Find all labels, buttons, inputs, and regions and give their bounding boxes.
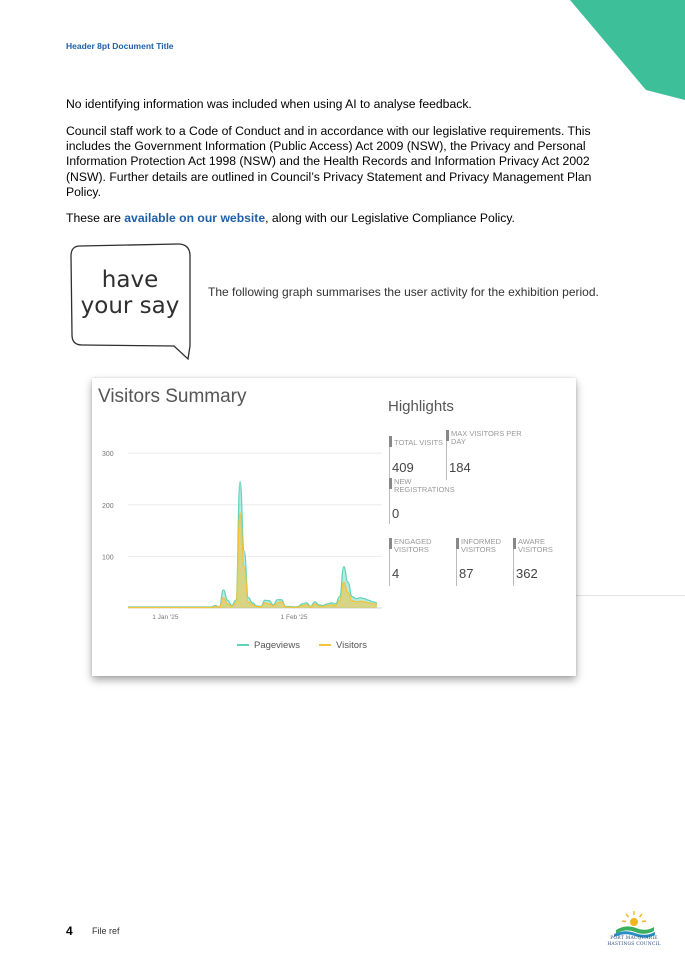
stat-marker xyxy=(389,538,392,549)
paragraph-ai-feedback: No identifying information was included when using AI to analyse feedback. xyxy=(66,97,472,111)
legend-visitors xyxy=(319,640,367,651)
y-tick-label: 100 xyxy=(102,554,114,562)
stat-informed xyxy=(456,538,513,586)
intro-text: The following graph summarises the user activity for the exhibition period. xyxy=(208,285,599,299)
stat-informed-label: INFORMED VISITORS xyxy=(461,537,501,554)
council-logo-text: PORT MACQUARIE HASTINGS COUNCIL xyxy=(607,936,661,947)
visitors-summary-title: Visitors Summary xyxy=(98,386,247,407)
series-area-visitors xyxy=(128,513,377,608)
y-tick-label: 200 xyxy=(102,502,114,510)
legend-visitors-swatch xyxy=(319,644,331,646)
have-your-say-line2: your say xyxy=(80,293,180,319)
stat-engaged-value: 4 xyxy=(392,566,400,581)
website-text-after: , along with our Legislative Compliance Policy. xyxy=(265,211,515,225)
stat-aware-label: AWARE VISITORS xyxy=(518,537,553,554)
paragraph-code-of-conduct: Council staff work to a Code of Conduct and in accordance with our legislative requirements. This includes the Government Information (Public Access) Act 2009 (NSW), the Privacy and Personal Information Protection Act 1998 (NSW) and the Health Records and Information Privacy Act 2002 (NSW). Further details are outlined in Council’s Privacy Statement and Privacy Management Plan Policy. xyxy=(66,124,592,199)
website-text-before: These are xyxy=(66,211,125,225)
y-tick-label: 300 xyxy=(102,451,114,459)
stat-total-visits-label: TOTAL VISITS xyxy=(394,438,444,447)
paragraph-website xyxy=(66,211,614,226)
stat-max-visitors-label: MAX VISITORS PER DAY xyxy=(451,429,522,446)
stat-engaged xyxy=(389,538,446,586)
page-number: 4 xyxy=(66,924,73,938)
series-line-pageviews xyxy=(128,482,377,607)
stat-new-registrations-label: NEW REGISTRATIONS xyxy=(394,477,455,494)
series-line-visitors xyxy=(128,513,377,607)
file-ref: File ref xyxy=(92,926,120,936)
stat-marker xyxy=(389,436,392,447)
legend-pageviews xyxy=(237,640,300,651)
stat-marker xyxy=(456,538,459,549)
x-tick-label: 1 Feb '25 xyxy=(280,614,308,621)
stat-engaged-label: ENGAGED VISITORS xyxy=(394,537,432,554)
stat-new-registrations-value: 0 xyxy=(392,506,400,521)
divider-line xyxy=(576,595,685,596)
series-area-pageviews xyxy=(128,482,377,608)
legend-pageviews-label: Pageviews xyxy=(254,640,300,651)
visitors-summary-card xyxy=(92,378,576,676)
stat-aware xyxy=(513,538,570,586)
visitors-chart xyxy=(92,378,382,628)
stat-total-visits-value: 409 xyxy=(392,460,414,475)
stat-new-registrations xyxy=(389,477,455,524)
stat-informed-value: 87 xyxy=(459,566,474,581)
have-your-say-logo xyxy=(66,242,196,364)
stat-aware-value: 362 xyxy=(516,566,538,581)
stat-marker xyxy=(513,538,516,549)
stat-total-visits xyxy=(389,436,446,480)
x-tick-label: 1 Jan '25 xyxy=(152,614,179,621)
stat-marker xyxy=(389,478,392,489)
legend-visitors-label: Visitors xyxy=(336,640,367,651)
stat-marker xyxy=(446,430,449,441)
highlights-title: Highlights xyxy=(388,398,454,415)
header-document-title: Header 8pt Document Title xyxy=(66,41,174,51)
have-your-say-line1: have xyxy=(101,267,159,293)
legend-pageviews-swatch xyxy=(237,644,249,646)
stat-max-visitors-value: 184 xyxy=(449,460,471,475)
website-link[interactable]: available on our website xyxy=(124,211,266,225)
stat-max-visitors xyxy=(446,430,537,480)
